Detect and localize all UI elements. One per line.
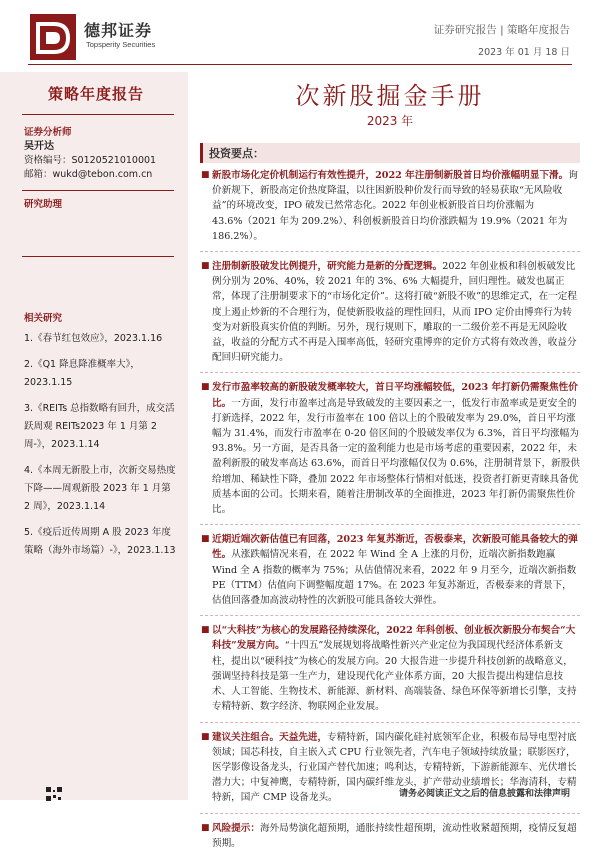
investment-point — [200, 623, 580, 714]
company-name: 德邦证券 — [84, 21, 153, 40]
qr-code-icon — [46, 786, 62, 800]
analyst-heading: 证券分析师 — [24, 127, 72, 138]
company-name-en: Topsperity Securities — [86, 40, 156, 49]
bullet-icon: ■ — [201, 731, 210, 742]
related-heading: 相关研究 — [24, 313, 63, 324]
related-item[interactable]: 1.《春节红包效应》，2023.1.16 — [24, 333, 163, 344]
investment-point — [200, 259, 580, 365]
report-date: 2023 年 01 月 18 日 — [478, 47, 570, 58]
point-divider — [200, 372, 580, 373]
point-body: 专精特新，国内碳化硅衬底领军企业，积极布局导电型衬底领域；国芯科技，自主嵌入式 CPU 行业领先者，汽车电子领域持续放量；联影医疗，医学影像设备龙头，行业国产替代加速；鸣利达，专精特新，下游新能源车、光伏增长潜力大；中复神鹰，专精特新，国内碳纤维龙头，扩产带动业绩增长；华海清科，专精特新，国产 CMP 设备龙头。 — [212, 731, 577, 804]
page-header — [0, 0, 600, 72]
report-type: 证券研究报告 | 策略年度报告 — [433, 24, 570, 36]
investment-point — [200, 380, 580, 517]
point-highlight: 近期近端次新估值已有回落，2023 年复苏渐近，否极泰来，次新股可能具备较大的弹性。 — [212, 534, 578, 561]
report-title: 次新股掘金手册 — [295, 82, 485, 110]
point-highlight: 以“大科技”为核心的发展路径持续深化，2022 年科创板、创业板次新股分布契合“大科技”发展方向。 — [212, 625, 576, 652]
investment-highlights-heading — [200, 143, 580, 163]
bullet-icon: ■ — [201, 822, 210, 833]
point-highlight: 注册制新股破发比例提升，研究能力是新的分配逻辑。 — [212, 261, 443, 273]
report-year: 2023 年 — [366, 114, 414, 128]
analyst-license: 资格编号：S0120521010001 — [24, 155, 157, 166]
disclaimer-note: 请务必阅读正文之后的信息披露和法律声明 — [398, 789, 570, 799]
point-highlight: 发行市盈率较高的新股破发概率较大，首日平均涨幅较低，2023 年打新仍需聚焦性价比。 — [212, 382, 578, 409]
analyst-email[interactable]: 邮箱：wukd@tebon.com.cn — [24, 169, 153, 180]
investment-point — [200, 821, 580, 851]
point-divider — [200, 722, 580, 723]
point-body: 2022 年创业板和科创板破发比例分别为 20%、40%，较 2021 年的 3%、6% 大幅提升，回归理性。破发也属正常，体现了注册制要求下的“市场化定价”。这将打破“新股不败”的思维定式，在一定程度上遏止炒新的不合理行为，促使新股收益的理性回归，从而 IPO 定价由博弈行为转变为对新股真实价值的判断。另外，现行规则下，雕取的一二级价差不再是无风险收益，收益的分配方式不再是入围率高低，轻研究重博弈的定价方式将有效改善，收益分配回归研究能力。 — [212, 261, 577, 364]
analyst-name: 吴开达 — [24, 141, 54, 152]
point-divider — [200, 251, 580, 252]
sidebar-title: 策略年度报告 — [47, 85, 144, 103]
related-item[interactable]: 3.《REITs 总指数略有回升，成交活跃周观 REITs2023 年 1 月第 2 周-》，2023.1.14 — [24, 403, 175, 450]
related-item[interactable]: 2.《Q1 降息降准概率大》，2023.1.15 — [24, 359, 140, 388]
related-item[interactable]: 4.《本周无新股上市，次新交易热度下降——周观新股 2023 年 1 月第 2 周》，2023.1.14 — [24, 465, 176, 512]
bullet-icon: ■ — [201, 534, 210, 545]
point-body: 从涨跌幅情况来看，在 2022 年 Wind 全 A 上涨的月份，近端次新指数跑赢 Wind 全 A 指数的概率为 75%；从估值情况来看，2022 年 9 月至今，近端次新指数 PE（TTM）估值向下调整幅度超 17%。在 2023 年复苏渐近，否极泰来的背景下，估值回落叠加高波动特性的次新股可能具备较大弹性。 — [212, 549, 577, 607]
sidebar-divider — [22, 114, 174, 115]
sidebar-divider — [22, 190, 174, 191]
point-divider — [200, 813, 580, 814]
bullet-icon: ■ — [201, 261, 210, 272]
assistant-heading: 研究助理 — [24, 199, 63, 210]
point-body: 海外局势演化超预期，通胀持续性超预期，流动性收紧超预期，疫情反复超预期。 — [212, 822, 577, 849]
related-research-list — [24, 330, 176, 568]
investment-point — [200, 168, 580, 244]
bullet-icon: ■ — [201, 625, 210, 636]
point-body: 一方面，发行市盈率过高是导致破发的主要因素之一，低发行市盈率或是更安全的打新选择，2022 年，发行市盈率在 100 倍以上的个股破发率为 29.0%，首日平均涨幅为 31.4%，而发行市盈率在 0-20 倍区间的个股破发率仅为 6.3%，首日平均涨幅为 93.8%。另一方面，是否具备一定的盈利能力也是市场考虑的重要因素，2022 年，未盈利新股的破发率高达 63.6%，而首日平均涨幅仅仅为 0.6%，注册制背景下，新股供给增加、稀缺性下降，叠加 2022 年市场整体行情相对低迷，投资者打新更青睐具备优质基本面的公司。长期来看，随着注册制改革的全面推进，2023 年打新仍需聚焦性价比。 — [212, 397, 580, 516]
point-highlight: 新股市场化定价机制运行有效性提升，2022 年注册制新股首日均价涨幅明显下滑。 — [212, 170, 569, 181]
sidebar-divider — [22, 256, 174, 257]
point-body: “十四五”发展规划将战略性新兴产业定位为我国现代经济体系新支柱，提出以“硬科技”为核心的发展方向。20 大报告进一步提升科技创新的战略意义，强调坚持科技是第一生产力，建设现代化产业体系方面，20 大报告提出构建信息技术、人工智能、生物技术、新能源、新材料、高端装备、绿色环保等新增长引擎，支持专精特新、数字经济、物联网企业发展。 — [212, 640, 577, 713]
point-divider — [200, 615, 580, 616]
related-item[interactable]: 5.《疫后近传周期 A 股 2023 年度策略（海外市场篇）-》，2023.1.13 — [24, 527, 176, 556]
point-body: 询价新规下，新股高定价热度降温，以往困新股种价发行而导致的轻易获取“无风险收益”的环境改变，IPO 破发已然常态化。2022 年创业板新股首日均价涨幅为 43.6%（2021 年为 209.2%）、科创板新股首日均价涨跌幅为 19.9%（2021 年为 186.2%）。 — [212, 170, 578, 242]
bullet-icon: ■ — [201, 170, 210, 180]
bullet-icon: ■ — [201, 382, 210, 393]
investment-heading-label: 投资要点： — [209, 147, 264, 160]
point-divider — [200, 524, 580, 525]
company-logo-icon — [30, 14, 76, 60]
investment-point — [200, 532, 580, 608]
investment-points — [200, 168, 580, 858]
sidebar — [0, 72, 188, 800]
point-highlight: 建议关注组合。天益先进， — [212, 731, 328, 743]
header-divider — [28, 64, 572, 65]
point-highlight: 风险提示： — [212, 822, 260, 834]
